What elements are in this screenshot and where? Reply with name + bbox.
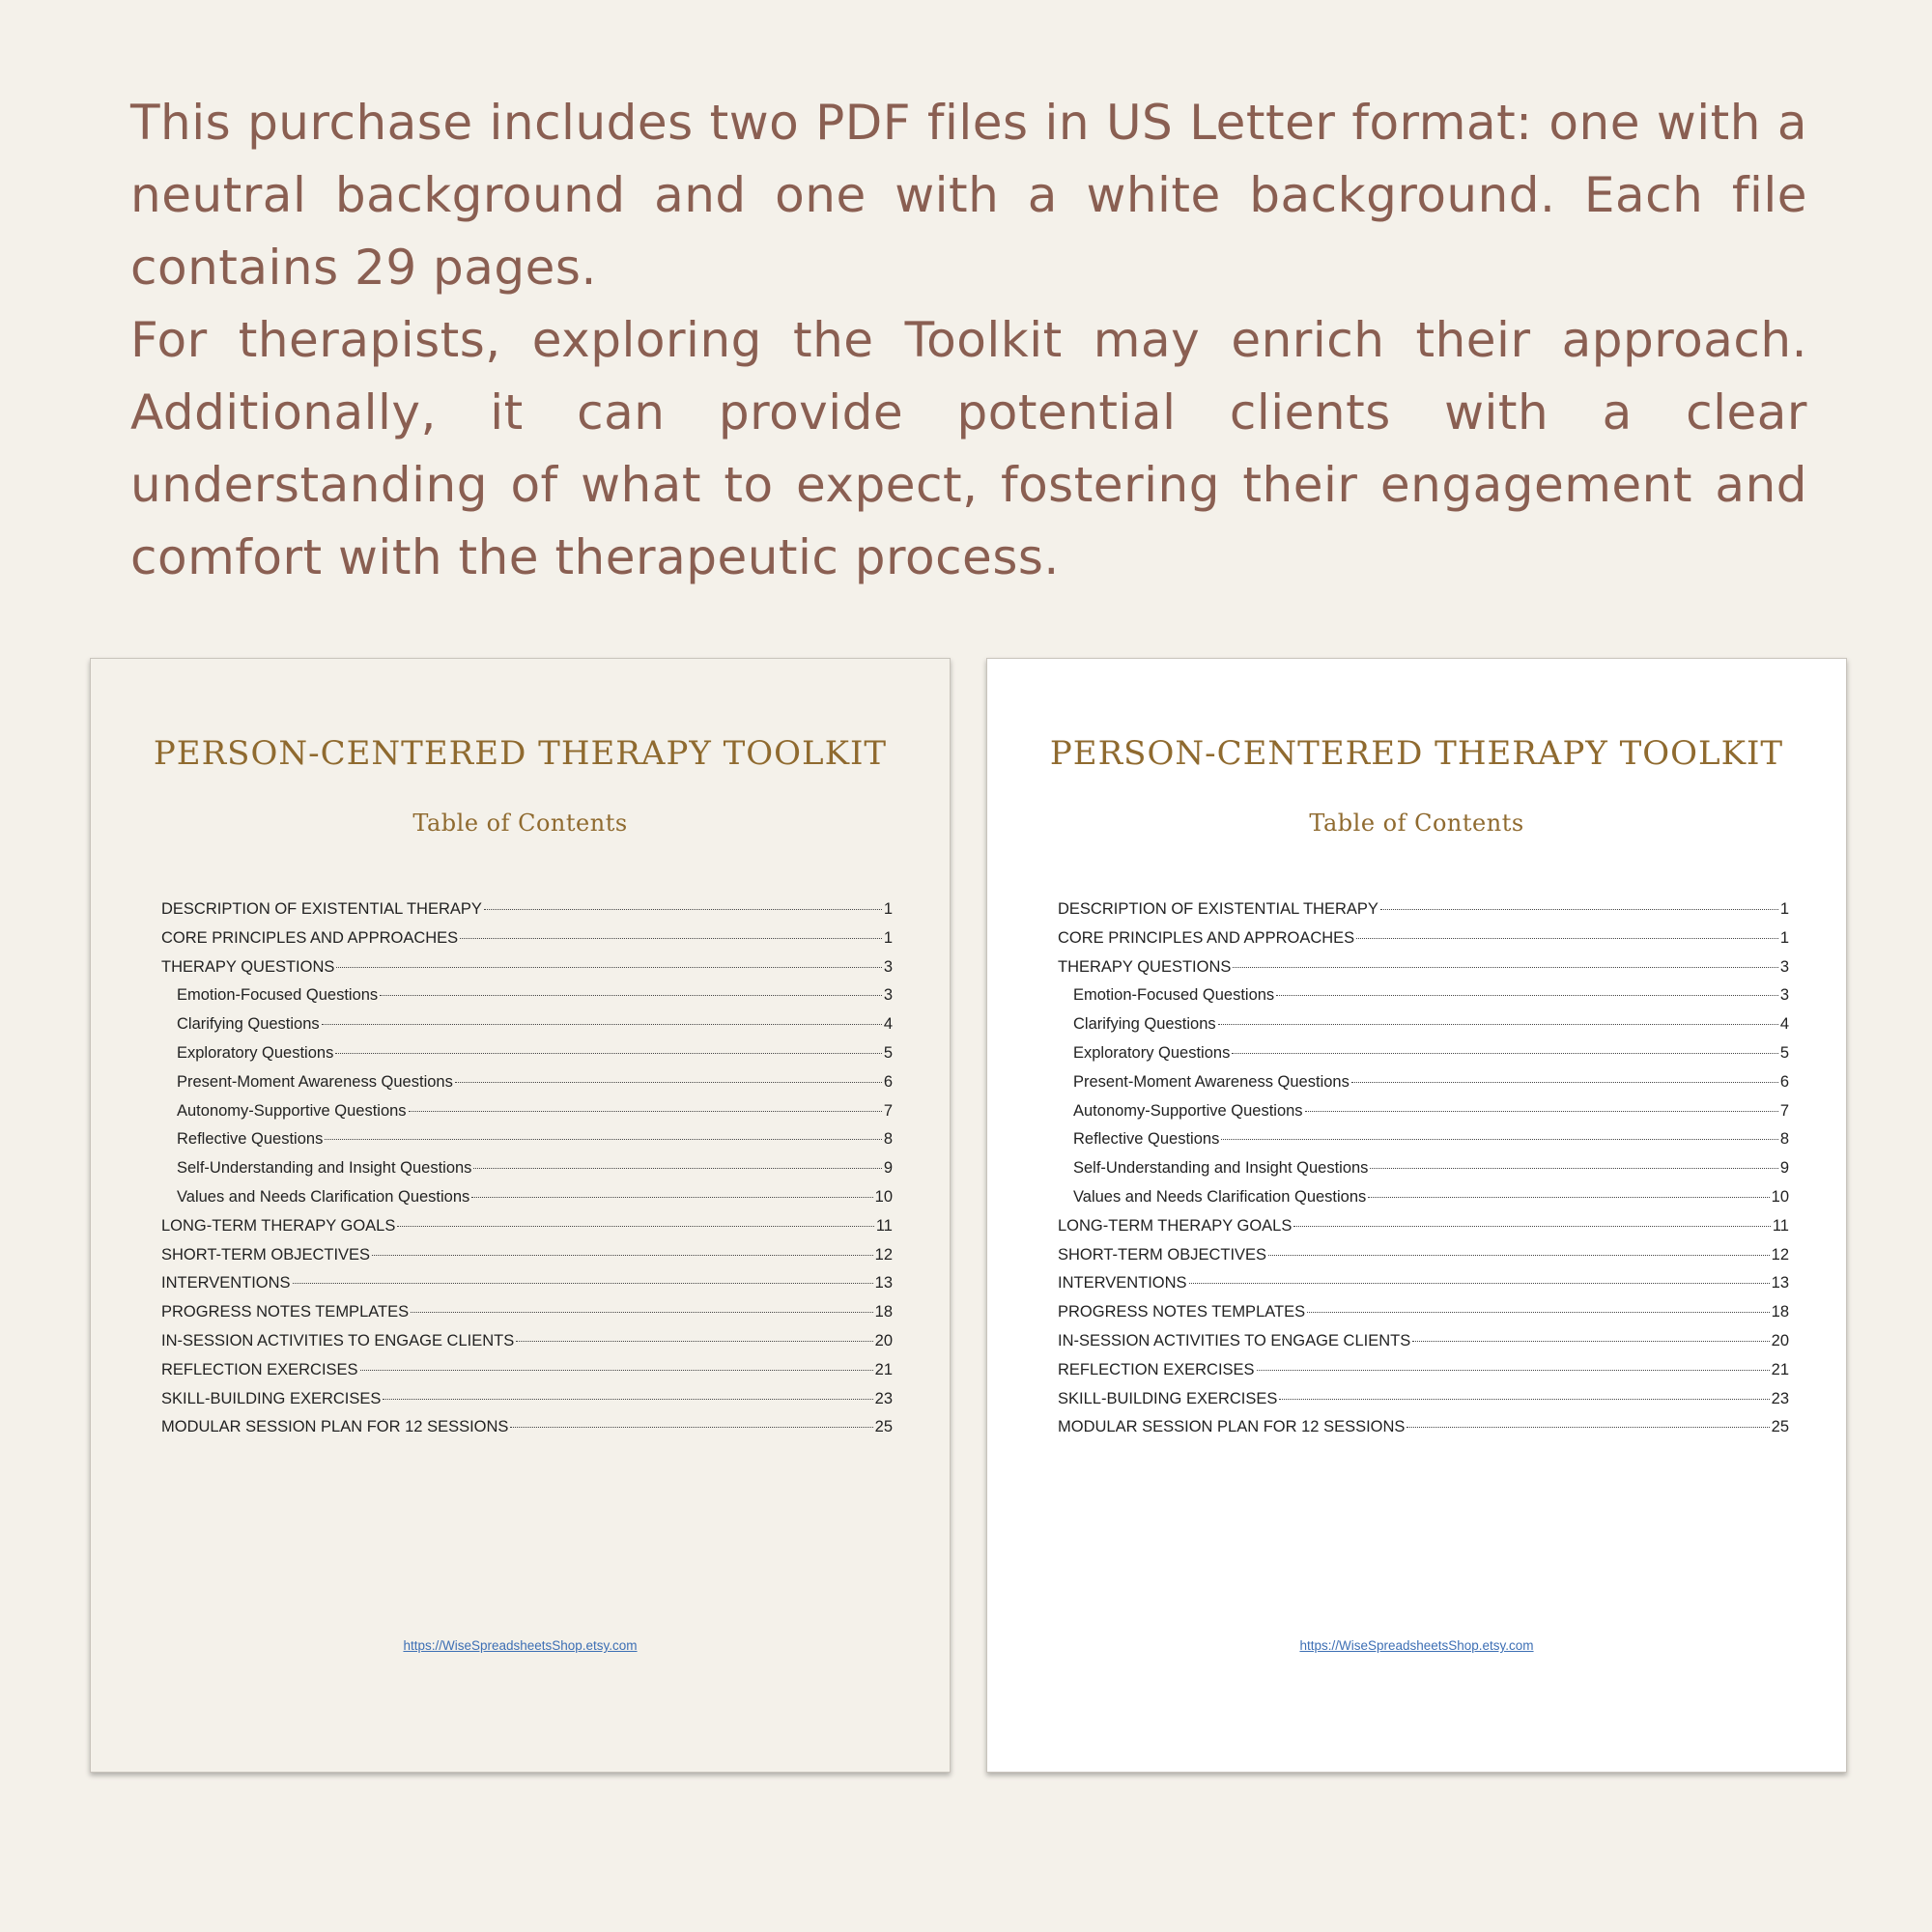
toc-entry: [161, 1159, 893, 1188]
toc-entry: [1058, 1418, 1789, 1447]
toc-entry: [161, 1188, 893, 1217]
toc-dot-leader: [1189, 1283, 1770, 1284]
toc-entry-label: Reflective Questions: [1073, 1130, 1220, 1149]
toc-dot-leader: [1268, 1255, 1770, 1256]
toc-entry: [161, 900, 893, 929]
toc-entry-label: DESCRIPTION OF EXISTENTIAL THERAPY: [161, 900, 482, 918]
toc-entry-page: 25: [874, 1418, 893, 1436]
toc-dot-leader: [1356, 938, 1778, 939]
toc-entry: [1058, 1390, 1789, 1419]
toc-entry-label: Values and Needs Clarification Questions: [177, 1187, 470, 1206]
toc-entry-label: Reflective Questions: [177, 1130, 324, 1149]
toc-dot-leader: [516, 1341, 872, 1342]
document-subtitle: Table of Contents: [1309, 810, 1524, 837]
toc-dot-leader: [409, 1111, 882, 1112]
toc-entry-label: SHORT-TERM OBJECTIVES: [161, 1245, 371, 1264]
toc-entry-label: Self-Understanding and Insight Questions: [1073, 1159, 1369, 1178]
toc-entry: [1058, 1073, 1789, 1102]
toc-dot-leader: [1305, 1111, 1778, 1112]
toc-entry: [161, 1217, 893, 1246]
toc-dot-leader: [411, 1312, 873, 1313]
toc-entry-label: SHORT-TERM OBJECTIVES: [1058, 1245, 1267, 1264]
toc-entry-label: Values and Needs Clarification Questions: [1073, 1187, 1367, 1206]
toc-dot-leader: [1218, 1024, 1778, 1025]
toc-entry-label: MODULAR SESSION PLAN FOR 12 SESSIONS: [1058, 1418, 1406, 1436]
toc-dot-leader: [1307, 1312, 1770, 1313]
table-of-contents: [1058, 900, 1789, 1447]
toc-entry-label: Self-Understanding and Insight Questions: [177, 1159, 472, 1178]
toc-entry-label: Clarifying Questions: [177, 1015, 320, 1034]
toc-dot-leader: [1276, 995, 1778, 996]
intro-paragraph-1: This purchase includes two PDF files in US Letter format: one with a neutral background and one with a white background. Each file contains 29 pages.: [130, 95, 1807, 296]
toc-dot-leader: [336, 967, 881, 968]
toc-entry-label: MODULAR SESSION PLAN FOR 12 SESSIONS: [161, 1418, 509, 1436]
toc-entry-page: 4: [1779, 1015, 1789, 1034]
toc-entry: [161, 1303, 893, 1332]
toc-dot-leader: [380, 995, 882, 996]
toc-entry: [1058, 1332, 1789, 1361]
toc-entry-page: 7: [883, 1101, 893, 1120]
toc-dot-leader: [325, 1139, 881, 1140]
toc-entry: [1058, 1217, 1789, 1246]
toc-entry: [161, 1015, 893, 1044]
toc-dot-leader: [322, 1024, 882, 1025]
toc-dot-leader: [1368, 1197, 1769, 1198]
toc-entry-label: Clarifying Questions: [1073, 1015, 1216, 1034]
toc-entry-label: CORE PRINCIPLES AND APPROACHES: [161, 928, 459, 947]
toc-entry: [161, 1274, 893, 1303]
toc-entry-label: INTERVENTIONS: [161, 1274, 291, 1293]
toc-entry-label: Exploratory Questions: [177, 1043, 334, 1062]
toc-entry: [1058, 1274, 1789, 1303]
table-of-contents: [161, 900, 893, 1447]
toc-entry-label: LONG-TERM THERAPY GOALS: [1058, 1216, 1293, 1235]
toc-entry-page: 8: [883, 1130, 893, 1149]
toc-dot-leader: [383, 1399, 872, 1400]
toc-entry: [1058, 1159, 1789, 1188]
toc-entry: [1058, 1361, 1789, 1390]
document-title: PERSON-CENTERED THERAPY TOOLKIT: [1049, 734, 1784, 773]
toc-entry-page: 18: [1771, 1303, 1789, 1321]
toc-entry-label: PROGRESS NOTES TEMPLATES: [161, 1303, 410, 1321]
toc-entry: [161, 929, 893, 958]
toc-entry: [1058, 1303, 1789, 1332]
toc-dot-leader: [1257, 1370, 1770, 1371]
toc-entry-label: THERAPY QUESTIONS: [161, 957, 335, 976]
toc-entry: [161, 1130, 893, 1159]
toc-entry-label: Present-Moment Awareness Questions: [1073, 1072, 1350, 1091]
toc-entry-page: 13: [1771, 1274, 1789, 1293]
toc-dot-leader: [1233, 967, 1777, 968]
shop-link[interactable]: https://WiseSpreadsheetsShop.etsy.com: [403, 1638, 638, 1653]
toc-dot-leader: [1412, 1341, 1769, 1342]
toc-entry-page: 21: [874, 1360, 893, 1378]
toc-entry-page: 10: [1771, 1187, 1789, 1206]
toc-dot-leader: [1232, 1053, 1777, 1054]
toc-dot-leader: [455, 1082, 882, 1083]
toc-entry: [1058, 1044, 1789, 1073]
toc-entry: [161, 958, 893, 987]
toc-entry-page: 3: [1779, 957, 1789, 976]
toc-entry-page: 25: [1771, 1418, 1789, 1436]
toc-entry-label: THERAPY QUESTIONS: [1058, 957, 1232, 976]
toc-entry: [1058, 986, 1789, 1015]
toc-dot-leader: [1351, 1082, 1778, 1083]
toc-entry: [1058, 900, 1789, 929]
toc-entry-label: DESCRIPTION OF EXISTENTIAL THERAPY: [1058, 900, 1378, 918]
toc-entry-label: PROGRESS NOTES TEMPLATES: [1058, 1303, 1306, 1321]
toc-entry: [161, 1418, 893, 1447]
toc-entry-page: 12: [1771, 1245, 1789, 1264]
page-preview-white: [986, 658, 1847, 1773]
toc-entry-page: 23: [1771, 1389, 1789, 1407]
toc-entry-page: 3: [883, 957, 893, 976]
toc-entry-label: Exploratory Questions: [1073, 1043, 1231, 1062]
toc-dot-leader: [1279, 1399, 1769, 1400]
toc-entry-label: Emotion-Focused Questions: [177, 986, 379, 1005]
intro-paragraph-2: For therapists, exploring the Toolkit may enrich their approach. Additionally, it can provide potential clients with a clear understanding of what to expect, fostering their engagement and comfort with the therapeutic process.: [130, 312, 1807, 585]
document-title: PERSON-CENTERED THERAPY TOOLKIT: [153, 734, 888, 773]
toc-entry-page: 9: [883, 1159, 893, 1178]
toc-entry-page: 7: [1779, 1101, 1789, 1120]
toc-entry-page: 20: [874, 1331, 893, 1350]
shop-link[interactable]: https://WiseSpreadsheetsShop.etsy.com: [1299, 1638, 1534, 1653]
toc-entry-page: 9: [1779, 1159, 1789, 1178]
toc-dot-leader: [360, 1370, 873, 1371]
toc-entry-page: 5: [883, 1043, 893, 1062]
toc-entry: [1058, 1246, 1789, 1275]
document-subtitle: Table of Contents: [412, 810, 628, 837]
toc-entry-label: IN-SESSION ACTIVITIES TO ENGAGE CLIENTS: [1058, 1331, 1411, 1350]
toc-entry-page: 23: [874, 1389, 893, 1407]
toc-dot-leader: [510, 1427, 872, 1428]
toc-entry-page: 1: [883, 900, 893, 918]
toc-entry-page: 6: [883, 1072, 893, 1091]
toc-dot-leader: [1406, 1427, 1769, 1428]
toc-entry-page: 1: [1779, 900, 1789, 918]
toc-entry-page: 1: [1779, 928, 1789, 947]
page-preview-neutral: [90, 658, 951, 1773]
toc-entry-page: 10: [874, 1187, 893, 1206]
toc-entry-page: 11: [875, 1216, 893, 1235]
toc-entry-label: SKILL-BUILDING EXERCISES: [1058, 1389, 1278, 1407]
toc-dot-leader: [473, 1168, 881, 1169]
toc-entry-label: Present-Moment Awareness Questions: [177, 1072, 453, 1091]
toc-entry-label: Emotion-Focused Questions: [1073, 986, 1275, 1005]
toc-entry-label: LONG-TERM THERAPY GOALS: [161, 1216, 396, 1235]
toc-entry-page: 21: [1771, 1360, 1789, 1378]
toc-entry: [161, 1390, 893, 1419]
toc-entry-label: CORE PRINCIPLES AND APPROACHES: [1058, 928, 1355, 947]
toc-entry-page: 3: [1779, 986, 1789, 1005]
toc-entry-page: 1: [883, 928, 893, 947]
toc-dot-leader: [1293, 1226, 1770, 1227]
toc-entry-page: 20: [1771, 1331, 1789, 1350]
toc-dot-leader: [293, 1283, 873, 1284]
toc-dot-leader: [1221, 1139, 1777, 1140]
toc-dot-leader: [1380, 909, 1778, 910]
toc-entry-label: Autonomy-Supportive Questions: [177, 1101, 407, 1120]
toc-entry-page: 4: [883, 1015, 893, 1034]
toc-dot-leader: [397, 1226, 873, 1227]
toc-entry: [1058, 1188, 1789, 1217]
toc-dot-leader: [460, 938, 882, 939]
toc-dot-leader: [484, 909, 882, 910]
toc-entry-label: REFLECTION EXERCISES: [161, 1360, 358, 1378]
toc-dot-leader: [372, 1255, 873, 1256]
toc-entry-label: REFLECTION EXERCISES: [1058, 1360, 1255, 1378]
toc-entry-page: 5: [1779, 1043, 1789, 1062]
toc-entry-page: 12: [874, 1245, 893, 1264]
toc-entry: [161, 1332, 893, 1361]
toc-entry: [1058, 929, 1789, 958]
toc-entry-label: Autonomy-Supportive Questions: [1073, 1101, 1303, 1120]
toc-entry: [161, 1102, 893, 1131]
toc-entry-page: 6: [1779, 1072, 1789, 1091]
toc-entry-page: 3: [883, 986, 893, 1005]
toc-entry: [161, 1361, 893, 1390]
toc-entry: [1058, 958, 1789, 987]
intro-text: [130, 87, 1807, 594]
toc-entry: [161, 1044, 893, 1073]
toc-entry-page: 13: [874, 1274, 893, 1293]
toc-dot-leader: [335, 1053, 881, 1054]
toc-entry-page: 11: [1772, 1216, 1789, 1235]
toc-entry: [161, 1073, 893, 1102]
toc-entry: [161, 1246, 893, 1275]
toc-entry: [1058, 1102, 1789, 1131]
toc-dot-leader: [471, 1197, 872, 1198]
toc-entry: [1058, 1015, 1789, 1044]
toc-entry: [161, 986, 893, 1015]
toc-entry: [1058, 1130, 1789, 1159]
toc-entry-page: 8: [1779, 1130, 1789, 1149]
toc-entry-label: INTERVENTIONS: [1058, 1274, 1187, 1293]
toc-dot-leader: [1370, 1168, 1777, 1169]
toc-entry-label: IN-SESSION ACTIVITIES TO ENGAGE CLIENTS: [161, 1331, 515, 1350]
toc-entry-label: SKILL-BUILDING EXERCISES: [161, 1389, 382, 1407]
toc-entry-page: 18: [874, 1303, 893, 1321]
